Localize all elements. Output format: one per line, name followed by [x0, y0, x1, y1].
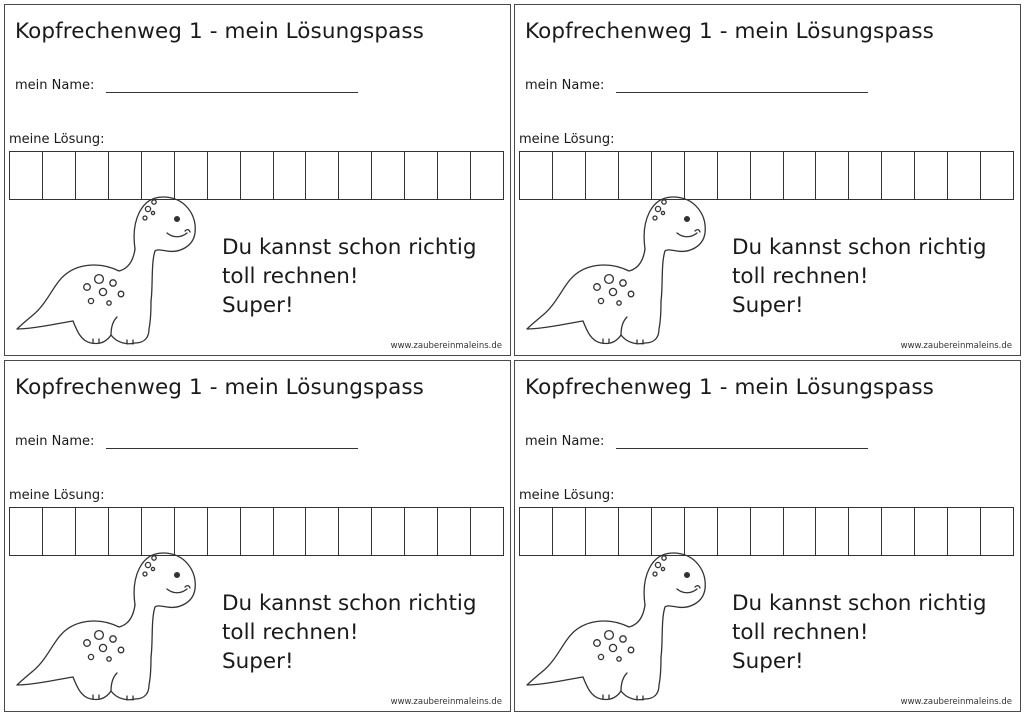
solution-box[interactable]	[881, 508, 914, 555]
praise-message	[732, 589, 987, 676]
solution-box[interactable]	[305, 152, 338, 199]
solution-pass-card	[4, 4, 511, 356]
website-url: www.zaubereinmaleins.de	[900, 341, 1012, 351]
solution-box[interactable]	[240, 152, 273, 199]
praise-line-1: Du kannst schon richtig	[732, 235, 987, 260]
praise-line-2: toll rechnen!	[222, 264, 359, 289]
solution-box[interactable]	[305, 508, 338, 555]
solution-box[interactable]	[338, 508, 371, 555]
solution-box[interactable]	[404, 152, 437, 199]
solution-box[interactable]	[207, 508, 240, 555]
solution-box[interactable]	[750, 152, 783, 199]
solution-box[interactable]	[273, 152, 306, 199]
dinosaur-icon	[15, 191, 200, 351]
solution-box[interactable]	[371, 508, 404, 555]
card-title: Kopfrechenweg 1 - mein Lösungspass	[525, 375, 934, 400]
solution-box[interactable]	[207, 152, 240, 199]
solution-box[interactable]	[815, 508, 848, 555]
dinosaur-icon	[525, 191, 710, 351]
praise-line-2: toll rechnen!	[222, 620, 359, 645]
solution-label: meine Lösung:	[519, 488, 615, 503]
praise-message	[222, 589, 477, 676]
name-label: mein Name:	[525, 434, 605, 449]
praise-line-2: toll rechnen!	[732, 620, 869, 645]
solution-label: meine Lösung:	[9, 132, 105, 147]
card-title: Kopfrechenweg 1 - mein Lösungspass	[525, 19, 934, 44]
praise-line-3: Super!	[732, 649, 804, 674]
solution-box[interactable]	[980, 508, 1013, 555]
card-title: Kopfrechenweg 1 - mein Lösungspass	[15, 375, 424, 400]
website-url: www.zaubereinmaleins.de	[390, 341, 502, 351]
praise-line-3: Super!	[222, 649, 294, 674]
name-label: mein Name:	[15, 78, 95, 93]
solution-box[interactable]	[437, 152, 470, 199]
solution-box[interactable]	[404, 508, 437, 555]
solution-box[interactable]	[881, 152, 914, 199]
solution-box[interactable]	[980, 152, 1013, 199]
praise-message	[222, 233, 477, 320]
solution-pass-card	[4, 360, 511, 712]
solution-box[interactable]	[848, 152, 881, 199]
solution-box[interactable]	[371, 152, 404, 199]
name-write-line[interactable]	[106, 92, 358, 93]
solution-box[interactable]	[470, 152, 503, 199]
solution-box[interactable]	[240, 508, 273, 555]
solution-label: meine Lösung:	[9, 488, 105, 503]
solution-pass-card	[514, 360, 1021, 712]
praise-line-2: toll rechnen!	[732, 264, 869, 289]
praise-line-1: Du kannst schon richtig	[222, 591, 477, 616]
solution-box[interactable]	[914, 152, 947, 199]
website-url: www.zaubereinmaleins.de	[900, 697, 1012, 707]
solution-box[interactable]	[717, 508, 750, 555]
solution-box[interactable]	[338, 152, 371, 199]
solution-box[interactable]	[914, 508, 947, 555]
praise-line-3: Super!	[222, 293, 294, 318]
solution-box[interactable]	[947, 152, 980, 199]
praise-line-1: Du kannst schon richtig	[732, 591, 987, 616]
solution-box[interactable]	[470, 508, 503, 555]
name-label: mein Name:	[15, 434, 95, 449]
solution-label: meine Lösung:	[519, 132, 615, 147]
praise-line-1: Du kannst schon richtig	[222, 235, 477, 260]
praise-message	[732, 233, 987, 320]
dinosaur-icon	[525, 547, 710, 707]
name-write-line[interactable]	[616, 448, 868, 449]
dinosaur-icon	[15, 547, 200, 707]
website-url: www.zaubereinmaleins.de	[390, 697, 502, 707]
solution-pass-card	[514, 4, 1021, 356]
praise-line-3: Super!	[732, 293, 804, 318]
solution-box[interactable]	[815, 152, 848, 199]
solution-box[interactable]	[437, 508, 470, 555]
solution-box[interactable]	[273, 508, 306, 555]
solution-box[interactable]	[848, 508, 881, 555]
name-write-line[interactable]	[106, 448, 358, 449]
solution-box[interactable]	[717, 152, 750, 199]
solution-box[interactable]	[750, 508, 783, 555]
name-write-line[interactable]	[616, 92, 868, 93]
card-title: Kopfrechenweg 1 - mein Lösungspass	[15, 19, 424, 44]
solution-box[interactable]	[947, 508, 980, 555]
name-label: mein Name:	[525, 78, 605, 93]
solution-box[interactable]	[783, 152, 816, 199]
solution-box[interactable]	[783, 508, 816, 555]
